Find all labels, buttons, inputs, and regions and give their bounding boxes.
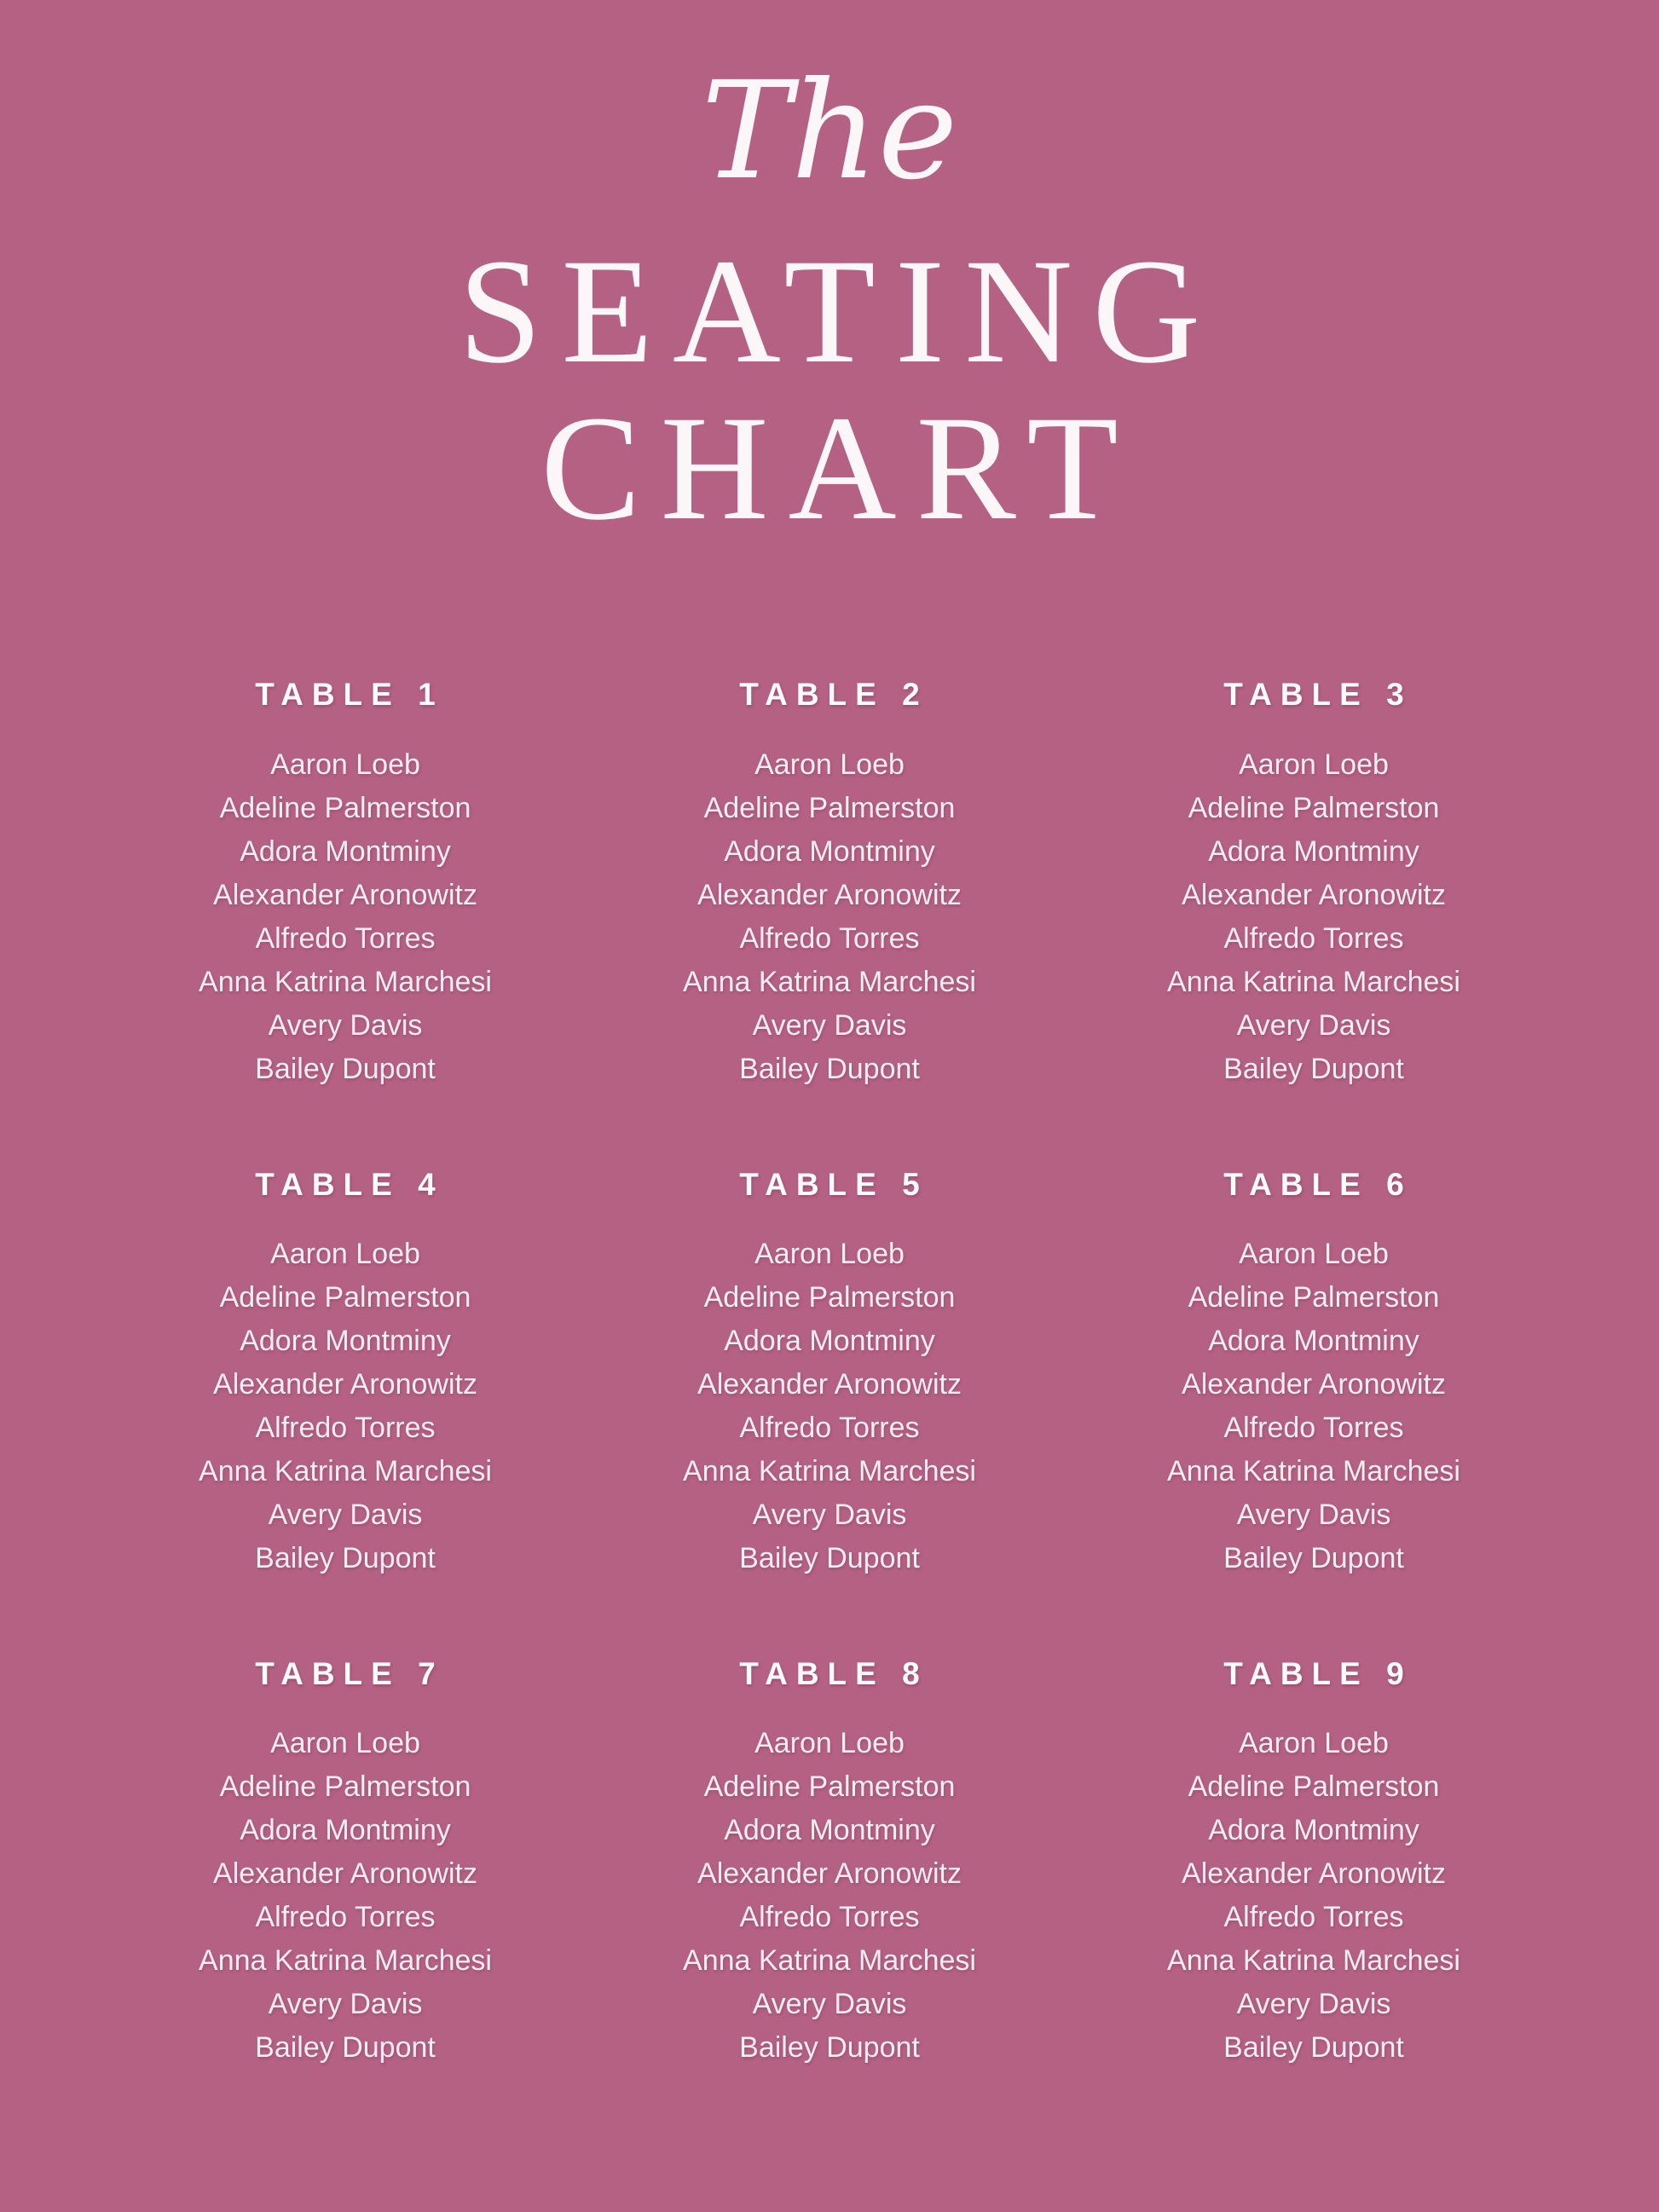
guest-name: Adeline Palmerston [703, 1770, 956, 1804]
guest-list [107, 1233, 584, 1580]
guest-name: Adeline Palmerston [219, 791, 471, 824]
guest-name: Anna Katrina Marchesi [683, 965, 976, 998]
page-title [439, 228, 1221, 552]
guest-name: Anna Katrina Marchesi [683, 1455, 976, 1488]
guest-name: Alexander Aronowitz [697, 1368, 962, 1401]
guest-name: Avery Davis [752, 1008, 907, 1042]
guest-name: Adora Montminy [1208, 1325, 1419, 1358]
guest-name: Bailey Dupont [1223, 1052, 1404, 1085]
guest-name: Adeline Palmerston [219, 1770, 471, 1804]
table-card [1075, 1166, 1552, 1580]
table-title: TABLE 7 [255, 1656, 444, 1692]
guest-name: Bailey Dupont [739, 1542, 920, 1575]
guest-name: Alexander Aronowitz [1182, 1368, 1446, 1401]
guest-name: Aaron Loeb [754, 1727, 905, 1760]
guest-name: Aaron Loeb [1239, 748, 1389, 781]
guest-name: Alexander Aronowitz [697, 878, 962, 911]
guest-name: Adora Montminy [240, 1325, 451, 1358]
guest-name: Avery Davis [1236, 1988, 1391, 2021]
guest-name: Adeline Palmerston [1188, 791, 1440, 824]
guest-name: Alfredo Torres [1223, 921, 1404, 955]
guest-name: Alfredo Torres [255, 1901, 436, 1934]
guest-name: Bailey Dupont [1223, 1542, 1404, 1575]
guest-list [1075, 743, 1552, 1091]
table-title: TABLE 4 [255, 1166, 444, 1202]
guest-name: Alexander Aronowitz [697, 1857, 962, 1891]
guest-name: Anna Katrina Marchesi [1167, 1944, 1460, 1978]
guest-name: Alfredo Torres [739, 1901, 920, 1934]
table-title: TABLE 8 [739, 1656, 928, 1692]
guest-name: Bailey Dupont [739, 2031, 920, 2065]
guest-name: Bailey Dupont [1223, 2031, 1404, 2065]
table-title: TABLE 1 [255, 677, 444, 713]
guest-name: Anna Katrina Marchesi [1167, 965, 1460, 998]
guest-name: Bailey Dupont [739, 1052, 920, 1085]
guest-name: Alfredo Torres [255, 1412, 436, 1445]
table-title: TABLE 2 [739, 677, 928, 713]
guest-name: Avery Davis [268, 1499, 423, 1532]
guest-list [107, 743, 584, 1091]
guest-name: Adora Montminy [240, 1814, 451, 1847]
table-title: TABLE 5 [739, 1166, 928, 1202]
title-script-word: The [701, 53, 958, 210]
guest-name: Avery Davis [752, 1499, 907, 1532]
table-card [107, 1166, 584, 1580]
guest-list [107, 1722, 584, 2070]
table-card [107, 1655, 584, 2070]
guest-name: Avery Davis [268, 1988, 423, 2021]
guest-name: Aaron Loeb [270, 748, 420, 781]
guest-name: Adora Montminy [1208, 835, 1419, 868]
guest-name: Bailey Dupont [255, 1052, 436, 1085]
guest-name: Aaron Loeb [754, 1238, 905, 1271]
table-card [107, 676, 584, 1090]
poster-header [439, 0, 1221, 552]
guest-list [591, 1233, 1068, 1580]
guest-name: Alfredo Torres [1223, 1412, 1404, 1445]
title-line-chart: CHART [540, 385, 1138, 552]
guest-name: Alexander Aronowitz [1182, 878, 1446, 911]
guest-name: Avery Davis [268, 1008, 423, 1042]
guest-name: Anna Katrina Marchesi [683, 1944, 976, 1978]
guest-list [1075, 1233, 1552, 1580]
table-title: TABLE 3 [1223, 677, 1413, 713]
guest-name: Alfredo Torres [255, 921, 436, 955]
guest-name: Aaron Loeb [1239, 1238, 1389, 1271]
guest-name: Avery Davis [1236, 1008, 1391, 1042]
guest-name: Anna Katrina Marchesi [199, 1944, 492, 1978]
guest-name: Aaron Loeb [754, 748, 905, 781]
guest-name: Alexander Aronowitz [1182, 1857, 1446, 1891]
guest-name: Adeline Palmerston [219, 1281, 471, 1314]
table-card [591, 1166, 1068, 1580]
guest-name: Alexander Aronowitz [213, 878, 477, 911]
guest-list [591, 743, 1068, 1091]
guest-name: Aaron Loeb [270, 1727, 420, 1760]
guest-list [1075, 1722, 1552, 2070]
guest-name: Adora Montminy [1208, 1814, 1419, 1847]
guest-list [591, 1722, 1068, 2070]
guest-name: Adora Montminy [724, 835, 935, 868]
table-card [591, 676, 1068, 1090]
guest-name: Aaron Loeb [270, 1238, 420, 1271]
table-title: TABLE 9 [1223, 1656, 1413, 1692]
guest-name: Adeline Palmerston [1188, 1770, 1440, 1804]
guest-name: Alfredo Torres [739, 1412, 920, 1445]
guest-name: Anna Katrina Marchesi [199, 1455, 492, 1488]
guest-name: Bailey Dupont [255, 1542, 436, 1575]
guest-name: Adora Montminy [724, 1325, 935, 1358]
guest-name: Adeline Palmerston [703, 791, 956, 824]
table-card [1075, 1655, 1552, 2070]
table-card [1075, 676, 1552, 1090]
guest-name: Adora Montminy [240, 835, 451, 868]
title-line-seating: SEATING [458, 228, 1221, 395]
guest-name: Avery Davis [752, 1988, 907, 2021]
table-title: TABLE 6 [1223, 1166, 1413, 1202]
guest-name: Alexander Aronowitz [213, 1857, 477, 1891]
guest-name: Aaron Loeb [1239, 1727, 1389, 1760]
guest-name: Avery Davis [1236, 1499, 1391, 1532]
guest-name: Anna Katrina Marchesi [199, 965, 492, 998]
tables-grid [107, 676, 1552, 2070]
table-card [591, 1655, 1068, 2070]
guest-name: Adora Montminy [724, 1814, 935, 1847]
guest-name: Alexander Aronowitz [213, 1368, 477, 1401]
guest-name: Adeline Palmerston [1188, 1281, 1440, 1314]
guest-name: Alfredo Torres [739, 921, 920, 955]
guest-name: Alfredo Torres [1223, 1901, 1404, 1934]
guest-name: Adeline Palmerston [703, 1281, 956, 1314]
guest-name: Anna Katrina Marchesi [1167, 1455, 1460, 1488]
guest-name: Bailey Dupont [255, 2031, 436, 2065]
